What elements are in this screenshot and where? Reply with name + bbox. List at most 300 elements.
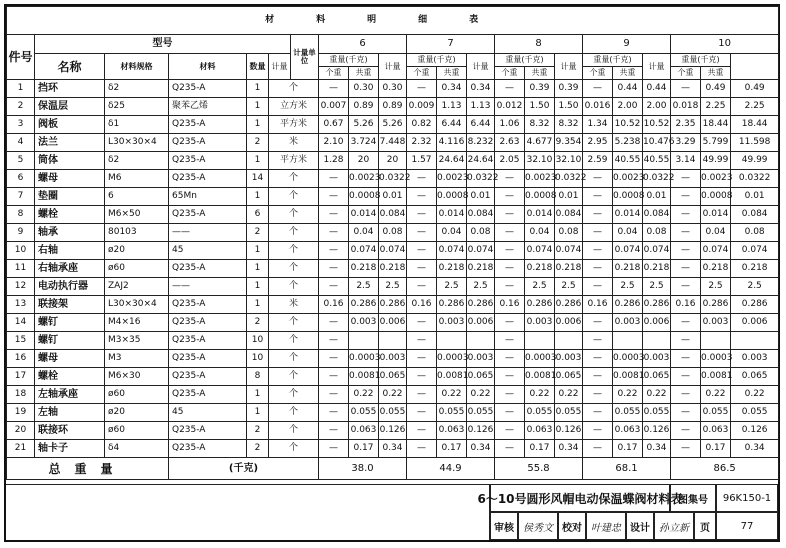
unit-weight-value: 0.0003 (613, 350, 643, 368)
total-weight-value: 0.0322 (379, 170, 407, 188)
total-weight-value: 0.074 (555, 242, 583, 260)
item-unit: 个 (269, 422, 319, 440)
measure-value: — (495, 404, 525, 422)
unit-weight-value: 0.055 (525, 404, 555, 422)
unit-weight-value: 0.055 (349, 404, 379, 422)
measure-value: — (495, 242, 525, 260)
measure-value: — (671, 422, 701, 440)
item-number: 18 (7, 386, 35, 404)
unit-weight-value: 0.286 (525, 296, 555, 314)
item-material: Q235-A (169, 368, 247, 386)
item-unit: 个 (269, 404, 319, 422)
col-header-jiliang: 计量 (269, 54, 291, 80)
item-quantity: 2 (247, 422, 269, 440)
total-weight-value: 0.01 (379, 188, 407, 206)
measure-value: 3.29 (671, 134, 701, 152)
total-weight-value: 2.00 (643, 98, 671, 116)
unit-weight-value: 0.074 (613, 242, 643, 260)
unit-weight-value: 0.44 (613, 80, 643, 98)
measure-value: — (671, 386, 701, 404)
col-header-unit-weight: 个重 (407, 67, 437, 80)
measure-value: — (319, 350, 349, 368)
item-material: Q235-A (169, 296, 247, 314)
measure-value: — (671, 242, 701, 260)
measure-value: — (495, 278, 525, 296)
measure-value: — (407, 404, 437, 422)
item-quantity: 1 (247, 404, 269, 422)
item-name: 保温层 (35, 98, 105, 116)
measure-value: — (407, 170, 437, 188)
total-weight-value: 0.055 (555, 404, 583, 422)
measure-value: — (583, 350, 613, 368)
item-unit: 个 (269, 332, 319, 350)
unit-weight-value: 0.22 (437, 386, 467, 404)
total-weight-value: 7.448 (379, 134, 407, 152)
total-weight-value: 0.34 (643, 440, 671, 458)
total-weight-value: 1.13 (467, 98, 495, 116)
measure-value: 2.59 (583, 152, 613, 170)
measure-value: 2.35 (671, 116, 701, 134)
unit-weight-value: 2.5 (613, 278, 643, 296)
measure-value: — (671, 188, 701, 206)
col-header-weight: 重量(千克) (495, 54, 555, 67)
total-weight-value: 0.084 (731, 206, 779, 224)
measure-value: — (407, 350, 437, 368)
unit-weight-value: 0.89 (349, 98, 379, 116)
unit-weight-value: 0.063 (613, 422, 643, 440)
col-header-qty: 数量 (247, 54, 269, 80)
total-weight-value: 0.218 (379, 260, 407, 278)
measure-value: — (495, 440, 525, 458)
item-name: 挡环 (35, 80, 105, 98)
table-row (7, 368, 779, 386)
measure-value: 0.16 (407, 296, 437, 314)
measure-value: — (583, 422, 613, 440)
measure-value: 0.016 (583, 98, 613, 116)
item-name: 螺钉 (35, 314, 105, 332)
total-weight-value: 0.286 (379, 296, 407, 314)
total-weight-value: 0.0322 (555, 170, 583, 188)
item-quantity: 1 (247, 386, 269, 404)
total-weight-value: 0.006 (379, 314, 407, 332)
unit-weight-value: 0.0003 (437, 350, 467, 368)
total-weight-value: 0.286 (555, 296, 583, 314)
total-weight-value: 0.065 (555, 368, 583, 386)
total-weight-value: 2.5 (379, 278, 407, 296)
measure-value: — (495, 80, 525, 98)
measure-value: 3.14 (671, 152, 701, 170)
total-weight-value: 0.003 (731, 350, 779, 368)
measure-value: — (583, 224, 613, 242)
total-weight-value: 0.074 (379, 242, 407, 260)
item-unit: 个 (269, 314, 319, 332)
measure-value: — (407, 422, 437, 440)
page-title: 材料明细表 (7, 7, 779, 35)
measure-value: — (319, 386, 349, 404)
measure-value: — (583, 260, 613, 278)
unit-weight-value: 0.0003 (701, 350, 731, 368)
measure-value: — (319, 206, 349, 224)
total-weight-value: 0.34 (379, 440, 407, 458)
unit-weight-value: 0.04 (349, 224, 379, 242)
unit-weight-value: 0.074 (437, 242, 467, 260)
unit-weight-value: 0.014 (613, 206, 643, 224)
total-weight-value: 2.5 (555, 278, 583, 296)
col-header-unit: 计量单位 (291, 35, 319, 80)
unit-weight-value: 0.0003 (349, 350, 379, 368)
total-row (7, 458, 779, 480)
item-unit: 个 (269, 440, 319, 458)
item-spec: δ25 (105, 98, 169, 116)
table-row (7, 440, 779, 458)
item-material: Q235-A (169, 80, 247, 98)
measure-value: — (583, 242, 613, 260)
item-material: Q235-A (169, 386, 247, 404)
item-number: 14 (7, 314, 35, 332)
unit-weight-value: 0.0008 (701, 188, 731, 206)
total-weight-value: 0.89 (379, 98, 407, 116)
measure-value: 2.63 (495, 134, 525, 152)
table-row (7, 386, 779, 404)
measure-value: — (671, 206, 701, 224)
col-header-jiliang: 计量 (379, 54, 407, 80)
total-weight-value: 0.055 (731, 404, 779, 422)
total-weight-value (379, 332, 407, 350)
unit-weight-value: 2.5 (525, 278, 555, 296)
unit-weight-value (349, 332, 379, 350)
total-weight-value: 8.32 (555, 116, 583, 134)
item-spec: ø60 (105, 260, 169, 278)
unit-weight-value (525, 332, 555, 350)
item-number: 7 (7, 188, 35, 206)
measure-value: 2.32 (407, 134, 437, 152)
unit-weight-value: 0.0081 (525, 368, 555, 386)
item-spec: M4×16 (105, 314, 169, 332)
item-number: 11 (7, 260, 35, 278)
unit-weight-value: 0.0081 (613, 368, 643, 386)
measure-value: 0.16 (583, 296, 613, 314)
unit-weight-value: 0.074 (701, 242, 731, 260)
measure-value: — (407, 278, 437, 296)
total-weight-value: 0.08 (467, 224, 495, 242)
drawing-title: 6～10号圆形风帽电动保温蝶阀材料表 (490, 484, 670, 512)
total-weight-value: 9.354 (555, 134, 583, 152)
unit-weight-value: 4.116 (437, 134, 467, 152)
col-header-unit-weight: 个重 (583, 67, 613, 80)
col-header-jiliang: 计量 (555, 54, 583, 80)
measure-value: — (495, 368, 525, 386)
measure-value: 0.007 (319, 98, 349, 116)
table-row (7, 170, 779, 188)
size-header-8: 8 (495, 35, 583, 54)
total-weight-value: 0.218 (555, 260, 583, 278)
measure-value: — (495, 386, 525, 404)
total-weight-value (467, 332, 495, 350)
total-weight-value: 0.08 (555, 224, 583, 242)
unit-weight-value: 32.10 (525, 152, 555, 170)
table-row (7, 422, 779, 440)
measure-value: — (319, 188, 349, 206)
item-material: Q235-A (169, 206, 247, 224)
unit-weight-value: 0.063 (349, 422, 379, 440)
item-number: 19 (7, 404, 35, 422)
col-header-model: 型号 (35, 35, 291, 54)
measure-value: — (495, 188, 525, 206)
table-row (7, 278, 779, 296)
measure-value: 2.05 (495, 152, 525, 170)
measure-value: — (583, 188, 613, 206)
unit-weight-value: 0.003 (701, 314, 731, 332)
item-material: Q235-A (169, 134, 247, 152)
item-number: 3 (7, 116, 35, 134)
item-quantity: 6 (247, 206, 269, 224)
item-unit: 个 (269, 170, 319, 188)
item-number: 15 (7, 332, 35, 350)
col-header-unit-weight: 个重 (495, 67, 525, 80)
unit-weight-value: 0.218 (525, 260, 555, 278)
unit-weight-value (437, 332, 467, 350)
item-name: 阀板 (35, 116, 105, 134)
item-material: Q235-A (169, 332, 247, 350)
unit-weight-value: 2.5 (701, 278, 731, 296)
total-weight-value: 0.34 (731, 440, 779, 458)
total-weight-value: 0.055 (379, 404, 407, 422)
unit-weight-value (701, 332, 731, 350)
unit-weight-value: 8.32 (525, 116, 555, 134)
item-spec: L30×30×4 (105, 296, 169, 314)
measure-value: 0.009 (407, 98, 437, 116)
table-row (7, 80, 779, 98)
item-spec: ø20 (105, 242, 169, 260)
total-weight-value: 0.286 (731, 296, 779, 314)
measure-value: — (671, 224, 701, 242)
atlas-number: 96K150-1 (716, 484, 778, 512)
item-spec: M6×30 (105, 368, 169, 386)
item-name: 联接架 (35, 296, 105, 314)
unit-weight-value: 0.0081 (349, 368, 379, 386)
unit-weight-value: 0.014 (437, 206, 467, 224)
item-material: —— (169, 224, 247, 242)
item-material: Q235-A (169, 116, 247, 134)
item-name: 螺栓 (35, 206, 105, 224)
item-material: Q235-A (169, 170, 247, 188)
review-signature: 侯秀文 (518, 512, 558, 540)
size-header-10: 10 (671, 35, 779, 54)
item-unit: 个 (269, 206, 319, 224)
measure-value: 0.16 (495, 296, 525, 314)
unit-weight-value: 0.22 (525, 386, 555, 404)
total-weight-value: 0.006 (555, 314, 583, 332)
col-header-total-weight: 共重 (701, 67, 731, 80)
unit-weight-value: 0.063 (437, 422, 467, 440)
total-weight-value: 0.30 (379, 80, 407, 98)
total-weight-value: 0.08 (643, 224, 671, 242)
unit-weight-value: 0.218 (701, 260, 731, 278)
unit-weight-value: 10.52 (613, 116, 643, 134)
item-quantity: 10 (247, 350, 269, 368)
unit-weight-value: 0.055 (701, 404, 731, 422)
measure-value: 1.34 (583, 116, 613, 134)
item-spec: ø60 (105, 422, 169, 440)
total-weight-value: 0.006 (643, 314, 671, 332)
item-name: 右轴 (35, 242, 105, 260)
table-row (7, 116, 779, 134)
measure-value: — (319, 170, 349, 188)
measure-value: — (319, 404, 349, 422)
unit-weight-value: 0.49 (701, 80, 731, 98)
total-weight-value: 8.232 (467, 134, 495, 152)
item-quantity: 1 (247, 152, 269, 170)
total-weight-value: 0.074 (731, 242, 779, 260)
measure-value: — (583, 332, 613, 350)
total-weight-value: 49.99 (731, 152, 779, 170)
item-number: 20 (7, 422, 35, 440)
table-row (7, 404, 779, 422)
measure-value: — (407, 440, 437, 458)
measure-value: — (583, 314, 613, 332)
unit-weight-value: 0.17 (525, 440, 555, 458)
item-quantity: 2 (247, 224, 269, 242)
measure-value: — (319, 224, 349, 242)
total-weight-value: 6.44 (467, 116, 495, 134)
unit-weight-value: 0.17 (701, 440, 731, 458)
measure-value: — (671, 440, 701, 458)
measure-value: — (407, 368, 437, 386)
measure-value: — (495, 170, 525, 188)
total-weight-value (731, 332, 779, 350)
item-quantity: 1 (247, 188, 269, 206)
measure-value: — (671, 368, 701, 386)
size-header-7: 7 (407, 35, 495, 54)
total-weight-value: 0.084 (555, 206, 583, 224)
review-label: 审核 (490, 512, 518, 540)
total-weight-value: 0.074 (467, 242, 495, 260)
total-weight-value: 2.5 (643, 278, 671, 296)
measure-value: — (319, 278, 349, 296)
total-weight-value: 0.01 (555, 188, 583, 206)
item-unit: 个 (269, 260, 319, 278)
total-weight: 38.0 (319, 458, 407, 480)
item-name: 螺钉 (35, 332, 105, 350)
unit-weight-value: 1.50 (525, 98, 555, 116)
total-weight-value: 0.003 (643, 350, 671, 368)
total-weight-value: 0.074 (643, 242, 671, 260)
unit-weight-value: 0.0003 (525, 350, 555, 368)
design-label: 设计 (626, 512, 654, 540)
item-unit: 个 (269, 368, 319, 386)
measure-value: — (583, 368, 613, 386)
item-name: 螺栓 (35, 368, 105, 386)
total-weight-value (555, 332, 583, 350)
item-material: 45 (169, 404, 247, 422)
design-signature: 孙立新 (654, 512, 694, 540)
unit-weight-value: 0.286 (613, 296, 643, 314)
unit-weight-value: 5.26 (349, 116, 379, 134)
unit-weight-value: 4.677 (525, 134, 555, 152)
item-material: Q235-A (169, 152, 247, 170)
measure-value: — (495, 422, 525, 440)
unit-weight-value: 0.34 (437, 80, 467, 98)
total-weight-value: 0.126 (555, 422, 583, 440)
measure-value: — (407, 188, 437, 206)
measure-value: — (671, 350, 701, 368)
item-name: 轴卡子 (35, 440, 105, 458)
item-spec: 6 (105, 188, 169, 206)
total-weight-value: 0.34 (467, 440, 495, 458)
measure-value: 1.28 (319, 152, 349, 170)
measure-value: 0.82 (407, 116, 437, 134)
col-header-jiliang: 计量 (643, 54, 671, 80)
item-unit: 个 (269, 188, 319, 206)
item-material: 65Mn (169, 188, 247, 206)
unit-weight-value: 1.13 (437, 98, 467, 116)
item-spec: δ1 (105, 116, 169, 134)
total-weight-value: 0.065 (731, 368, 779, 386)
total-weight-value: 0.003 (467, 350, 495, 368)
measure-value: — (319, 422, 349, 440)
unit-weight-value: 0.286 (701, 296, 731, 314)
unit-weight-value: 0.22 (613, 386, 643, 404)
total-weight-value: 0.22 (731, 386, 779, 404)
item-unit: 个 (269, 350, 319, 368)
unit-weight-value: 0.286 (349, 296, 379, 314)
measure-value: — (319, 242, 349, 260)
check-label: 校对 (558, 512, 586, 540)
measure-value: — (495, 314, 525, 332)
item-spec: δ4 (105, 440, 169, 458)
col-header-weight: 重量(千克) (407, 54, 467, 67)
title-block-spacer (6, 484, 490, 540)
item-quantity: 2 (247, 314, 269, 332)
col-header-spec: 材料规格 (105, 54, 169, 80)
total-weight-value: 2.5 (467, 278, 495, 296)
total-weight-value: 0.0322 (731, 170, 779, 188)
item-unit: 个 (269, 278, 319, 296)
unit-weight-value: 0.0081 (437, 368, 467, 386)
item-number: 2 (7, 98, 35, 116)
total-weight-value: 0.22 (643, 386, 671, 404)
item-name: 螺母 (35, 170, 105, 188)
table-row (7, 134, 779, 152)
col-header-jiliang: 计量 (467, 54, 495, 80)
unit-weight-value: 0.22 (349, 386, 379, 404)
total-weight-value: 0.22 (467, 386, 495, 404)
table-row (7, 260, 779, 278)
item-name: 左轴承座 (35, 386, 105, 404)
unit-weight-value: 49.99 (701, 152, 731, 170)
item-name: 联接环 (35, 422, 105, 440)
col-header-no: 件号 (7, 35, 35, 80)
measure-value: — (495, 350, 525, 368)
unit-weight-value: 0.0023 (349, 170, 379, 188)
measure-value: 0.012 (495, 98, 525, 116)
total-weight-value: 0.218 (467, 260, 495, 278)
measure-value: — (583, 404, 613, 422)
measure-value: — (671, 80, 701, 98)
unit-weight-value: 0.074 (349, 242, 379, 260)
total-weight-value: 0.01 (467, 188, 495, 206)
unit-weight-value: 0.04 (525, 224, 555, 242)
measure-value: — (407, 386, 437, 404)
total-weight-value: 0.01 (731, 188, 779, 206)
col-header-weight: 重量(千克) (319, 54, 379, 67)
total-weight-value: 0.055 (467, 404, 495, 422)
total-weight-value: 0.34 (555, 440, 583, 458)
unit-weight-value: 0.0023 (525, 170, 555, 188)
unit-weight-value: 0.055 (437, 404, 467, 422)
item-quantity: 1 (247, 80, 269, 98)
unit-weight-value: 0.0008 (613, 188, 643, 206)
